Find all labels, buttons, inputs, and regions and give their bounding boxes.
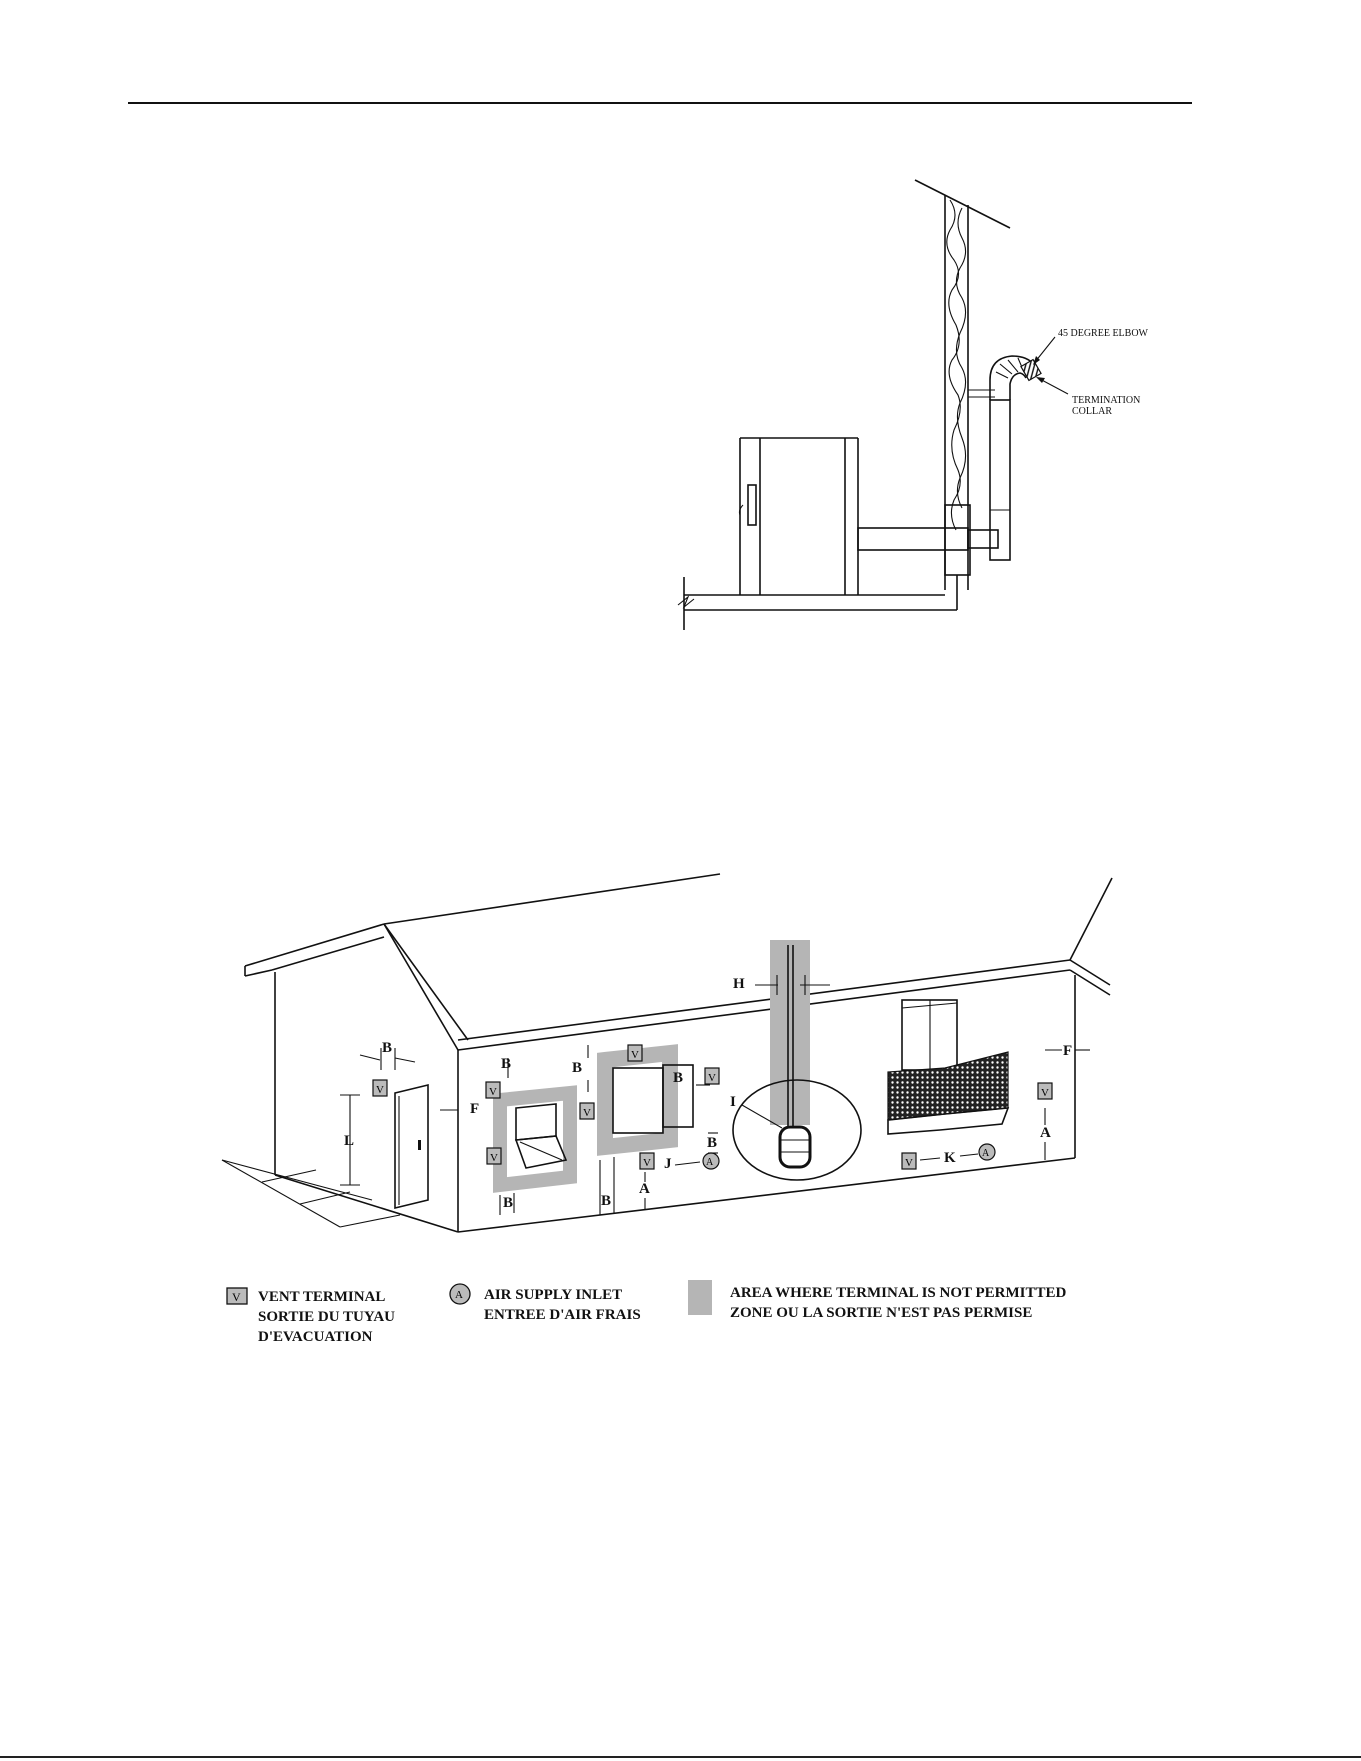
horizontal-vent-pipe [858, 505, 998, 575]
legend-air-line2: ENTREE D'AIR FRAIS [484, 1307, 641, 1323]
dim-label-b: B [707, 1135, 718, 1151]
vent-terminal-symbol [373, 1080, 387, 1096]
stove [739, 438, 858, 595]
dim-label-b: B [501, 1056, 512, 1072]
svg-text:A: A [982, 1148, 990, 1159]
exterior-wall [945, 195, 968, 590]
vent-section-diagram [678, 180, 1149, 630]
vent-terminal-symbol [487, 1148, 501, 1164]
restricted-zones [500, 940, 810, 1185]
footer-rule [0, 1756, 1361, 1758]
dim-label-h: H [733, 976, 745, 992]
svg-text:V: V [905, 1157, 913, 1169]
svg-text:V: V [490, 1152, 498, 1164]
floor-line [678, 575, 957, 630]
vent-terminal-symbol [1038, 1083, 1052, 1099]
dim-label-f: F [470, 1101, 480, 1117]
legend-vent-line1: VENT TERMINAL [258, 1289, 386, 1305]
svg-text:V: V [643, 1157, 651, 1169]
dim-label-k: K [944, 1150, 956, 1166]
svg-text:V: V [489, 1086, 497, 1098]
svg-text:A: A [706, 1157, 714, 1168]
vent-terminal-symbol [705, 1068, 719, 1084]
house-roof [245, 874, 1112, 1050]
roof-line [915, 180, 1010, 228]
dim-label-a: A [1040, 1125, 1051, 1141]
dim-label-b: B [382, 1040, 393, 1056]
dim-label-b: B [572, 1060, 583, 1076]
vent-terminal-symbol [486, 1082, 500, 1098]
vent-terminal-symbol [640, 1153, 654, 1169]
svg-text:V: V [631, 1049, 639, 1061]
svg-text:A: A [455, 1289, 463, 1301]
awning-window [516, 1104, 566, 1168]
legend [227, 1280, 1066, 1345]
svg-text:V: V [1041, 1087, 1049, 1099]
restricted-swatch [688, 1280, 712, 1315]
legend-air-supply [450, 1284, 641, 1323]
svg-text:V: V [232, 1290, 241, 1304]
dim-label-i: I [730, 1094, 736, 1110]
elbow-label: 45 DEGREE ELBOW [1058, 328, 1148, 339]
legend-restricted [688, 1280, 1066, 1321]
air-inlet-symbol [703, 1153, 719, 1169]
svg-text:V: V [708, 1072, 716, 1084]
zone-chimney [770, 940, 810, 1125]
legend-area-line2: ZONE OU LA SORTIE N'EST PAS PERMISE [730, 1305, 1033, 1321]
dim-label-a: A [639, 1181, 650, 1197]
legend-area-line1: AREA WHERE TERMINAL IS NOT PERMITTED [730, 1285, 1067, 1301]
dim-label-b: B [673, 1070, 684, 1086]
collar-label-line2: COLLAR [1072, 406, 1112, 417]
door [395, 1085, 428, 1208]
collar-label-line1: TERMINATION [1072, 395, 1141, 406]
dim-label-j: J [664, 1156, 672, 1172]
dim-label-b: B [601, 1193, 612, 1209]
vent-terminal-symbol [580, 1103, 594, 1119]
vent-terminal-symbol [628, 1045, 642, 1061]
legend-air-line1: AIR SUPPLY INLET [484, 1287, 623, 1303]
gas-meter [780, 1127, 810, 1167]
svg-text:V: V [583, 1107, 591, 1119]
clearance-diagram [222, 874, 1112, 1232]
legend-vent-line2: SORTIE DU TUYAU [258, 1309, 396, 1325]
svg-text:V: V [376, 1084, 384, 1096]
dim-label-b: B [503, 1195, 514, 1211]
legend-vent-line3: D'EVACUATION [258, 1329, 373, 1345]
air-inlet-symbol [979, 1144, 995, 1160]
balcony [888, 1000, 1008, 1134]
vent-terminal-symbol [902, 1153, 916, 1169]
dim-label-l: L [344, 1133, 355, 1149]
legend-vent-terminal [227, 1288, 395, 1345]
dim-label-f: F [1063, 1043, 1073, 1059]
